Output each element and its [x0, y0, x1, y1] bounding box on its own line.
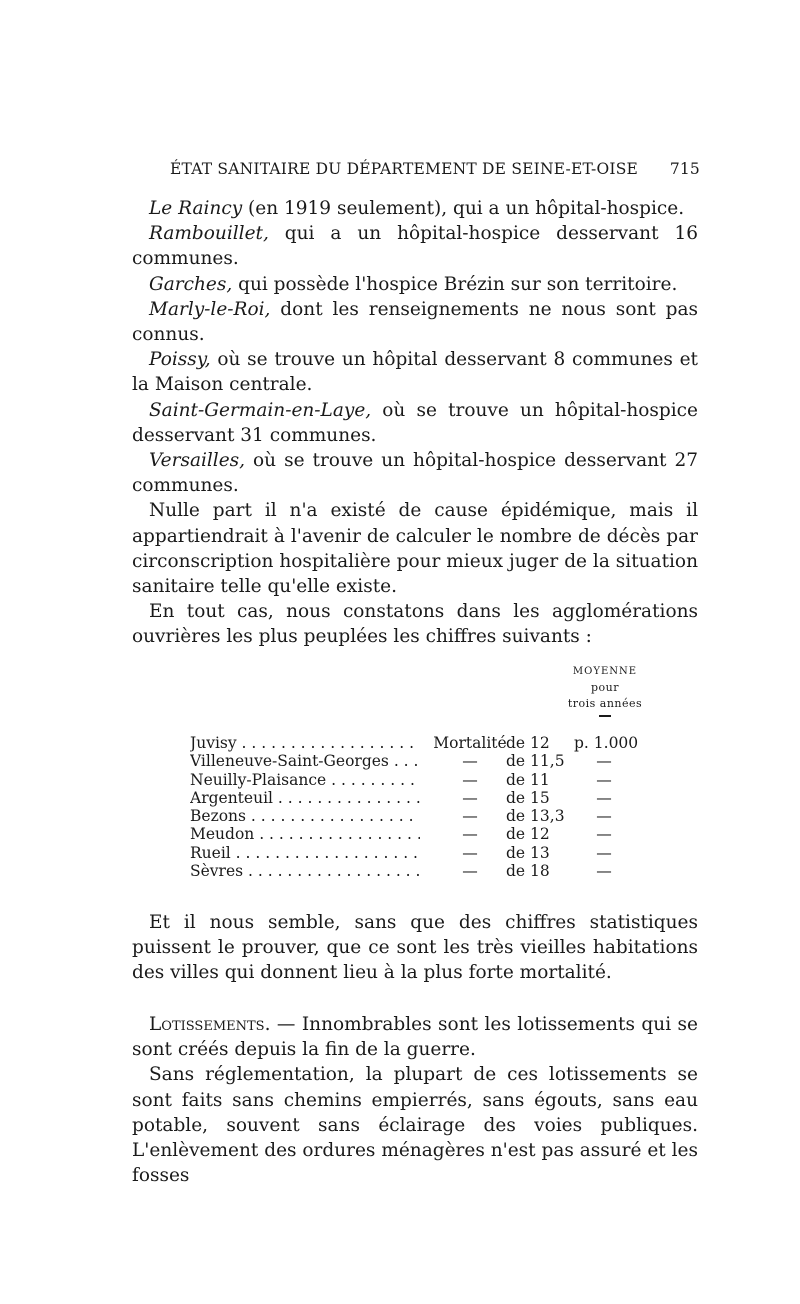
- table-row: [190, 771, 650, 789]
- paragraph-lotissements: [132, 1012, 698, 1062]
- mortality-label: —: [462, 752, 478, 771]
- paragraph-text: dont les renseignements ne nous sont pas connus.: [132, 298, 698, 346]
- value-unit: —: [596, 825, 612, 844]
- mortality-label: —: [462, 807, 478, 826]
- mortality-value: [506, 844, 566, 862]
- value-number: 15: [530, 788, 550, 807]
- place-name: Saint-Germain-en-Laye,: [149, 399, 372, 421]
- intro-section: [132, 196, 698, 650]
- town-name: Juvisy . . .: [190, 734, 420, 752]
- paragraph-le-raincy: [132, 196, 698, 221]
- place-name: Rambouillet,: [149, 223, 269, 245]
- table-row: [190, 844, 650, 862]
- paragraph-text: En tout cas, nous constatons dans les agglomérations ouvrières les plus peuplées les chiffres suivants :: [132, 601, 698, 648]
- value-prefix: de: [506, 788, 526, 807]
- paragraph-nulle-part: [132, 498, 698, 599]
- town-name: Sèvres . . .: [190, 862, 420, 880]
- value-prefix: de: [506, 752, 526, 771]
- value-unit: —: [596, 788, 612, 807]
- mortality-value: [506, 825, 566, 843]
- paragraph-text: où se trouve un hôpital-hospice desservant 27 communes.: [132, 450, 698, 497]
- column-header-line: MOYENNE: [572, 666, 638, 677]
- value-prefix: de: [506, 770, 526, 789]
- paragraph-text: où se trouve un hôpital desservant 8 communes et la Maison centrale.: [132, 349, 698, 396]
- paragraph-text: Nulle part il n'a existé de cause épidémique, mais il appartiendrait à l'avenir de calculer le nombre de décès par circonscription hospitalière pour mieux juger de la situation sanitaire telle qu'elle existe.: [132, 500, 698, 598]
- table-row: [190, 807, 650, 825]
- value-number: 11: [530, 770, 550, 789]
- table-body: [190, 734, 650, 880]
- running-title: ÉTAT SANITAIRE DU DÉPARTEMENT DE SEINE-ET-OISE: [170, 160, 639, 178]
- column-header: [550, 664, 660, 717]
- paragraph-marly-le-roi: [132, 297, 698, 347]
- place-name: Poissy,: [149, 349, 211, 371]
- place-name: Garches,: [149, 273, 233, 295]
- mortality-label: —: [462, 825, 478, 844]
- table-row: [190, 734, 650, 752]
- paragraph-text: — Innombrables sont les lotissements qui se sont créés depuis la fin de la guerre.: [132, 1014, 698, 1061]
- town-name: Neuilly-Plaisance . . .: [190, 771, 420, 789]
- place-name: Versailles,: [149, 450, 246, 472]
- mortality-value: [506, 734, 566, 752]
- value-unit: —: [596, 843, 612, 862]
- section-heading: Lotissements.: [149, 1014, 271, 1035]
- value-number: 12: [530, 825, 550, 844]
- mortality-label: —: [462, 843, 478, 862]
- town-name: Rueil . . .: [190, 844, 420, 862]
- paragraph-en-tout-cas: [132, 599, 698, 649]
- value-prefix: de: [506, 734, 526, 752]
- mortality-value: [506, 771, 566, 789]
- town-name: Bezons . . .: [190, 807, 420, 825]
- paragraph-text: qui a un hôpital-hospice desservant 16 communes.: [132, 223, 698, 270]
- column-header-line: pour: [590, 681, 619, 694]
- paragraph-rambouillet: [132, 221, 698, 271]
- paragraph-sans-reglementation: Sans réglementation, la plupart de ces lotissements se sont faits sans chemins empierrés, sans égouts, sans eau potable, souvent sans éclairage des voies publiques. L'enlèvement des ordures ménagères n'est pas assuré et les fosses: [132, 1064, 698, 1187]
- table-row: [190, 789, 650, 807]
- paragraph-text: qui possède l'hospice Brézin sur son territoire.: [232, 273, 678, 295]
- town-name: Argenteuil . . .: [190, 789, 420, 807]
- running-header: [170, 160, 700, 178]
- paragraph-garches: [132, 272, 698, 297]
- town-name: Villeneuve-Saint-Georges . . .: [190, 752, 420, 770]
- mortality-label: —: [462, 788, 478, 807]
- paragraph-et-il-nous-semble: Et il nous semble, sans que des chiffres statistiques puissent le prouver, que ce sont les très vieilles habitations des villes qui donnent lieu à la plus forte mortalité.: [132, 912, 698, 984]
- mortality-label: Mortalité: [433, 734, 507, 752]
- value-number: 11,5: [530, 752, 565, 771]
- paragraph-text: où se trouve un hôpital-hospice desservant 31 communes.: [132, 399, 698, 446]
- table-row: [190, 825, 650, 843]
- mortality-value: [506, 752, 566, 770]
- mortality-value: [506, 862, 566, 880]
- column-header-line: trois années: [567, 697, 643, 710]
- paragraph-versailles: [132, 448, 698, 498]
- value-prefix: de: [506, 843, 526, 862]
- page-number: 715: [669, 160, 700, 178]
- value-prefix: de: [506, 825, 526, 844]
- paragraph-saint-germain: [132, 398, 698, 448]
- value-number: 12: [530, 734, 550, 752]
- table-row: [190, 862, 650, 880]
- value-number: 13: [530, 843, 550, 862]
- town-name: Meudon . . .: [190, 825, 420, 843]
- mortality-label: —: [462, 770, 478, 789]
- value-number: 18: [530, 862, 550, 881]
- place-name: Le Raincy: [149, 198, 243, 219]
- value-number: 13,3: [530, 807, 565, 826]
- mortality-value: [506, 789, 566, 807]
- value-prefix: de: [506, 807, 526, 826]
- conclusion-section: [132, 910, 698, 986]
- table-row: [190, 752, 650, 770]
- paragraph-text: (en 1919 seulement), qui a un hôpital-hospice.: [242, 198, 685, 219]
- value-unit: p. 1.000: [574, 734, 639, 752]
- value-prefix: de: [506, 862, 526, 881]
- lotissements-section: [132, 1012, 698, 1188]
- paragraph-poissy: [132, 347, 698, 397]
- place-name: Marly-le-Roi,: [149, 298, 271, 320]
- mortality-label: —: [462, 862, 478, 881]
- value-unit: —: [596, 862, 612, 881]
- value-unit: —: [596, 807, 612, 826]
- column-header-rule: [599, 715, 611, 717]
- value-unit: —: [596, 770, 612, 789]
- mortality-value: [506, 807, 566, 825]
- value-unit: —: [596, 752, 612, 771]
